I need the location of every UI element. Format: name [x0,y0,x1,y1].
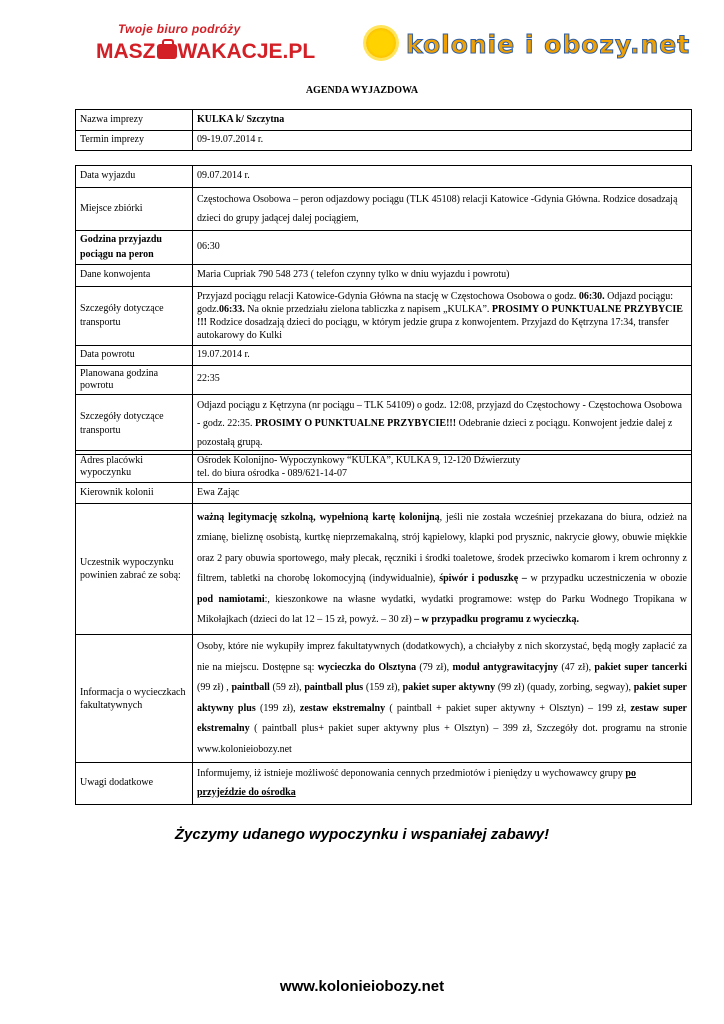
footer-website: www.kolonieiobozy.net [279,978,445,995]
manager-label: Kierownik kolonii [76,483,193,504]
logo-text: kolonie i obozy.net [406,30,691,59]
transport-details-label: Szczegóły dotyczące transportu [76,287,193,346]
transport-details-value: Przyjazd pociągu relacji Katowice-Gdynia Główna na stację w Częstochowa Osobowa o godz. 06:30. Odjazd pociągu: godz.06:33. Na oknie przedziału zielona tabliczka z napisem „KULKA”. PROSIMY O PUNKTUALNE PRZYBYCIE !!! Rodzice dosadzają dzieci do pociągu, w którym jedzie grupa z konwojentem. Przyjazd do Kętrzyna 17:34, transfer autokarowy do Kulki [193,287,692,346]
optional-trips-label: Informacja o wycieczkach fakultatywnych [76,635,193,763]
optional-trips-value: Osoby, które nie wykupiły imprez fakultatywnych (dodatkowych), a chciałyby z nich skorzystać, będą mogły zapłacić za nie na miejscu. Dostępne są: wycieczka do Olsztyna (79 zł), moduł antygrawitacyjny (47 zł), pakiet super tancerki (99 zł) , paintball (59 zł), paintball plus (159 zł), pakiet super aktywny (99 zł) (quady, zorbing, segway), pakiet super aktywny plus (199 zł), zestaw ekstremalny ( paintball + pakiet super aktywny + Olsztyn) – 199 zł, zestaw super ekstremalny ( paintball plus+ pakiet super aktywny plus + Olsztyn) – 399 zł, Szczegóły dot. programu na stronie www.kolonieiobozy.net [193,635,692,763]
logo-tagline: Twoje biuro podróży [118,22,241,36]
escort-value: Maria Cupriak 790 548 273 ( telefon czynny tylko w dniu wyjazdu i powrotu) [193,265,692,287]
return-transport-label: Szczegóły dotyczące transportu [76,394,193,455]
return-date-value: 19.07.2014 r. [193,346,692,366]
bring-list-value: ważną legitymację szkolną, wypełnioną kartę kolonijną, jeśli nie została wcześniej przekazana do biura, odzież na zmianę, bieliznę osobistą, kurtkę nieprzemakalną, strój kąpielowy, klapki pod prysznic, nakrycie głowy, obuwie miękkie oraz 2 pary obuwia sportowego, mały plecak, ręczniki i środki toaletowe, środek przeciwko komarom i krem ochronny z filtrem, tabletki na chorobę lokomocyjną (indywidualnie), śpiwór i poduszkę – w przypadku uczestniczenia w obozie pod namiotami:, kieszonkowe na własne wydatki, wydatki programowe: wstęp do Parku Wodnego Tropikana w Mikołajkach (dzieci do lat 12 – 15 zł, powyż. – 30 zł) – w przypadku programu z wycieczką. [193,504,692,635]
kolonieiobozy-logo [364,26,691,66]
closing-slogan: Życzymy udanego wypoczynku i wspaniałej zabawy! [174,826,550,843]
return-time-value: 22:35 [193,365,692,394]
return-transport-value: Odjazd pociągu z Kętrzyna (nr pociągu – TLK 54109) o godz. 12:08, przyjazd do Częstochowy - Częstochowa Osobowa - godz. 22:35. PROSIMY O PUNKTUALNE PRZYBYCIE!!! Odebranie dzieci z pociągu. Konwojent jedzie dalej z pozostałą grupą. [193,394,692,455]
logo-part1: MASZ [96,40,156,63]
arrival-time-label: Godzina przyjazdu pociągu na peron [76,231,193,265]
logo-part2: WAKACJE.PL [177,40,316,63]
camp-address-value: Ośrodek Kolonijno- Wypoczynkowy “KULKA”, KULKA 9, 12-120 Dźwierzuty tel. do biura ośrodka - 089/621-14-07 [193,451,692,483]
camp-table [75,450,692,805]
page-title: AGENDA WYJAZDOWA [305,85,419,96]
event-term-value: 09-19.07.2014 r. [193,131,692,151]
notes-value: Informujemy, iż istnieje możliwość deponowania cennych przedmiotów i pieniędzy u wychowawcy grupy po przyjeździe do ośrodka [193,763,692,805]
departure-date-label: Data wyjazdu [76,166,193,188]
arrival-time-value: 06:30 [193,231,692,265]
manager-value: Ewa Zając [193,483,692,504]
meeting-point-value: Częstochowa Osobowa – peron odjazdowy pociągu (TLK 45108) relacji Katowice -Gdynia Główna. Rodzice dosadzają dzieci do grupy jadącej dalej pociągiem, [193,188,692,231]
logo-wordmark [96,40,315,64]
event-name-value: KULKA k/ Szczytna [193,110,692,131]
departure-date-value: 09.07.2014 r. [193,166,692,188]
maszwakacje-logo [96,22,316,68]
bring-list-label: Uczestnik wypoczynku powinien zabrać ze sobą: [76,504,193,635]
notes-label: Uwagi dodatkowe [76,763,193,805]
event-table [75,109,692,151]
camp-address-label: Adres placówki wypoczynku [76,451,193,483]
meeting-point-label: Miejsce zbiórki [76,188,193,231]
travel-table [75,165,692,455]
sun-icon [366,28,396,58]
return-time-label: Planowana godzina powrotu [76,365,193,394]
event-term-label: Termin imprezy [76,131,193,151]
suitcase-icon [157,44,177,59]
return-date-label: Data powrotu [76,346,193,366]
event-name-label: Nazwa imprezy [76,110,193,131]
escort-label: Dane konwojenta [76,265,193,287]
